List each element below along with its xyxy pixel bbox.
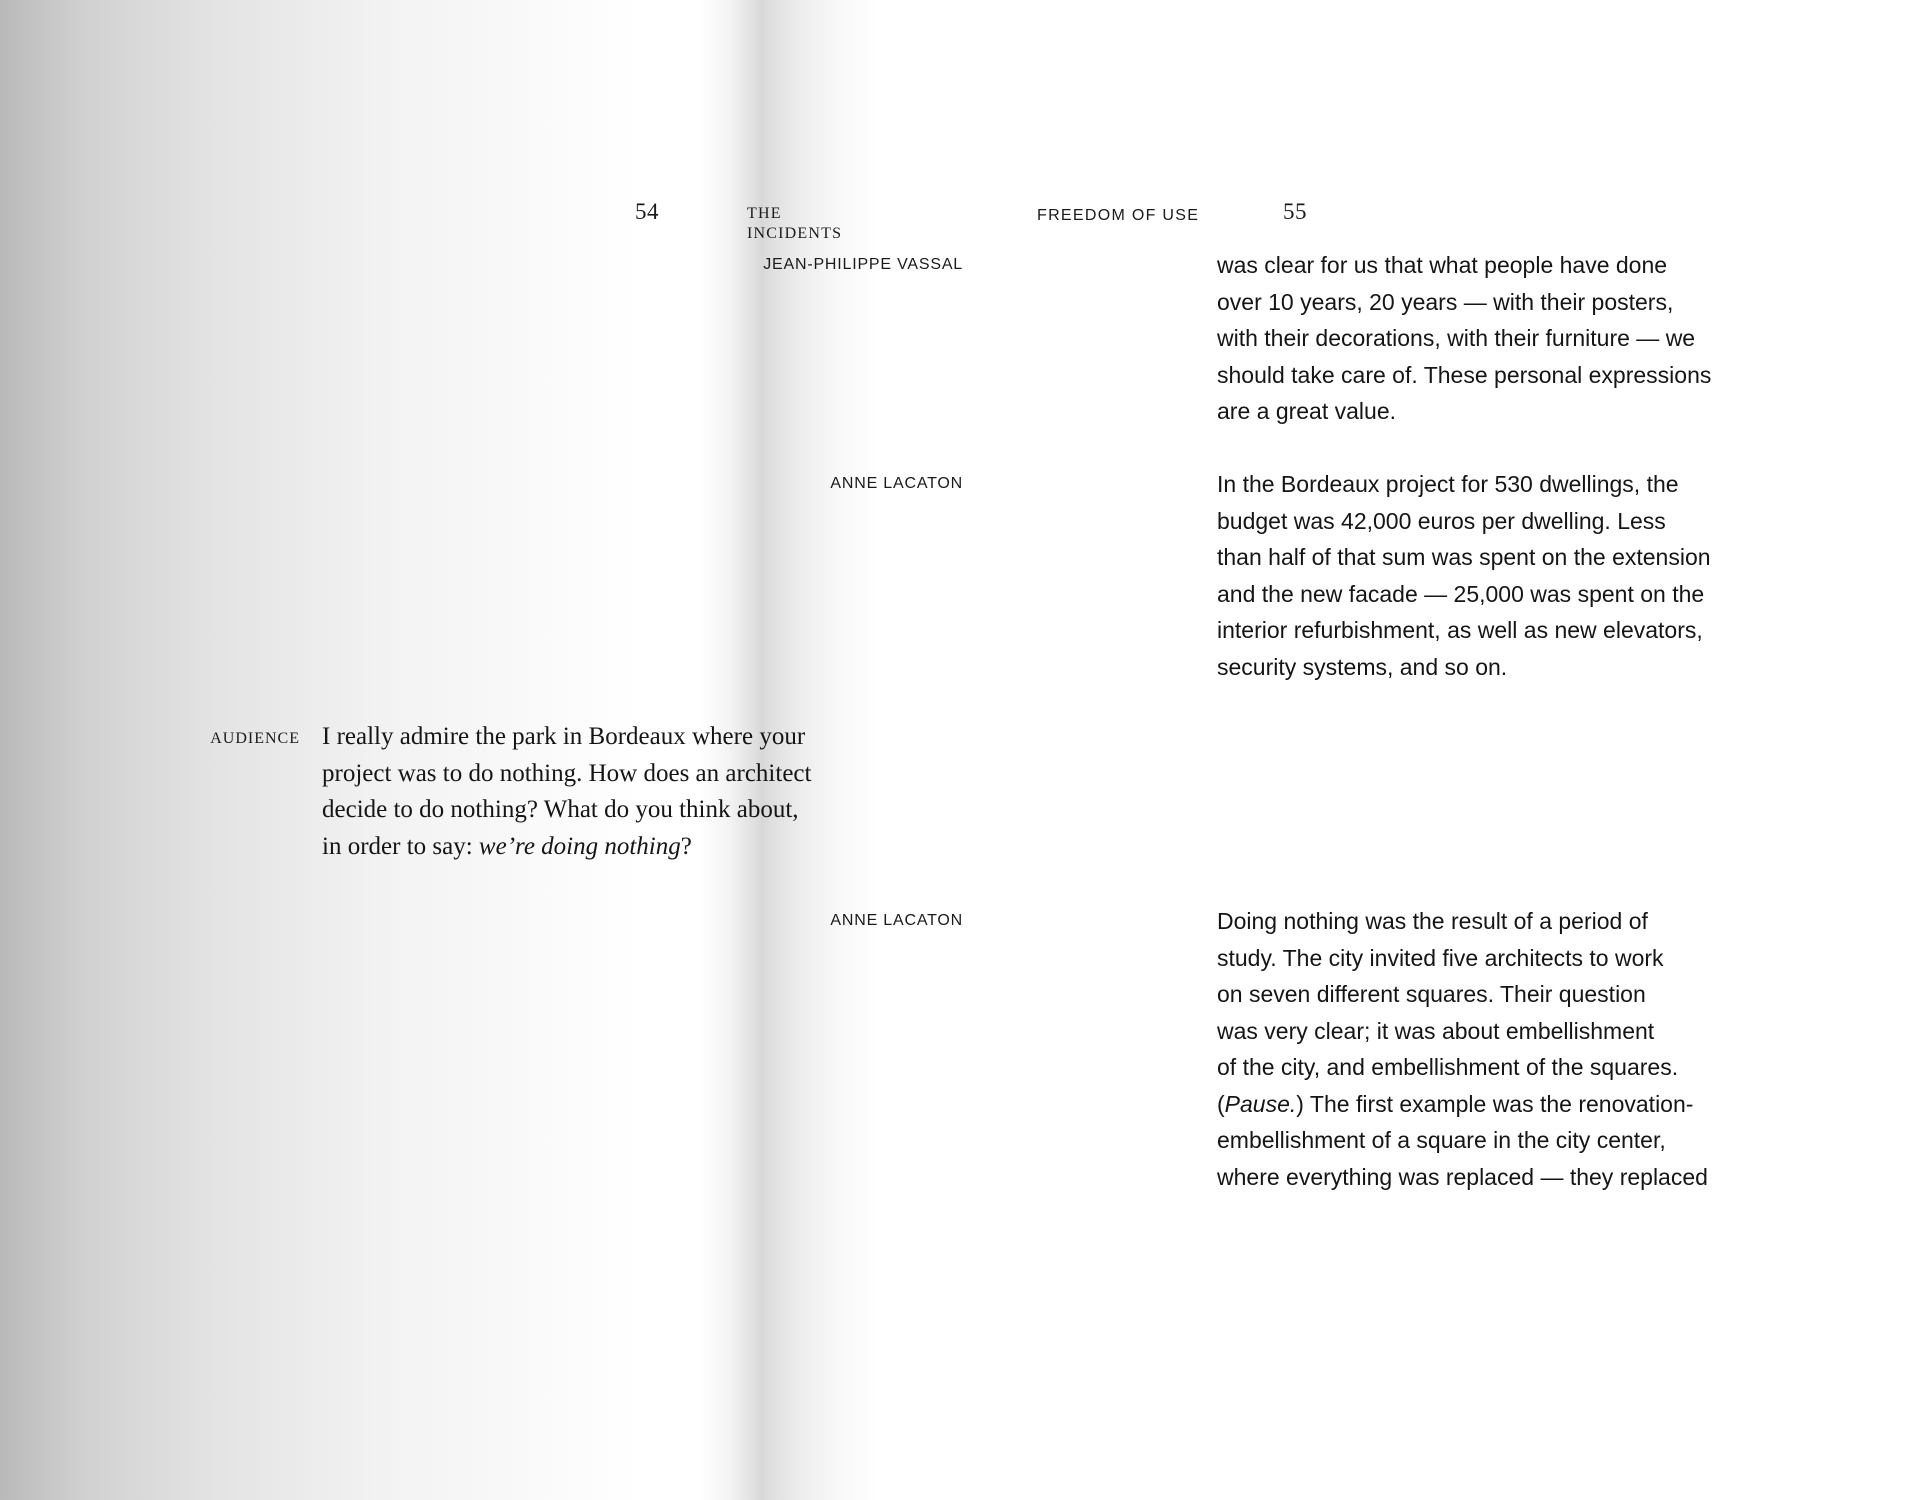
italic-phrase: we’re doing nothing (478, 832, 681, 860)
right-page-number: 55 (1283, 199, 1307, 224)
text-line: was clear for us that what people have done (1217, 252, 1668, 278)
text-line: interior refurbishment, as well as new elevators, (1217, 617, 1703, 643)
italic-stage-direction: Pause. (1224, 1090, 1297, 1117)
text-fragment: in order to say: (322, 832, 479, 860)
right-running-head: FREEDOM OF USE (1037, 207, 1200, 224)
text-line: budget was 42,000 euros per dwelling. Less (1217, 507, 1666, 534)
speaker-label-vassal: JEAN-PHILIPPE VASSAL (763, 256, 963, 273)
audience-question (322, 719, 811, 865)
text-line: are a great value. (1217, 398, 1397, 424)
text-line (322, 829, 811, 866)
left-running-head: THE INCIDENTS (747, 205, 843, 242)
lacaton-statement-budget (1217, 466, 1711, 685)
text-line: In the Bordeaux project for 530 dwellings, the (1217, 471, 1679, 497)
vassal-statement (1217, 247, 1711, 430)
text-line: on seven different squares. Their question (1217, 981, 1646, 1007)
left-page (0, 0, 843, 1500)
speaker-label-lacaton: ANNE LACATON (830, 912, 963, 929)
text-line: embellishment of a square in the city center, (1217, 1127, 1666, 1153)
text-line: with their decorations, with their furniture — we (1217, 325, 1696, 351)
speaker-label-lacaton: ANNE LACATON (830, 475, 963, 492)
text-line: of the city, and embellishment of the squares. (1217, 1054, 1679, 1080)
text-line: Doing nothing was the result of a period of (1217, 908, 1648, 934)
lacaton-statement-doing-nothing (1217, 903, 1708, 1195)
text-line: project was to do nothing. How does an architect (322, 759, 812, 787)
text-fragment: ) The first example was the renovation- (1296, 1090, 1694, 1117)
text-line: study. The city invited five architects to work (1217, 944, 1664, 971)
text-fragment: ? (680, 832, 692, 860)
text-line: was very clear; it was about embellishment (1217, 1017, 1655, 1044)
text-line: should take care of. These personal expressions (1217, 361, 1712, 388)
speaker-label-audience: AUDIENCE (210, 730, 300, 747)
text-line: where everything was replaced — they replaced (1217, 1163, 1708, 1190)
right-page (760, 0, 1928, 1500)
text-line: than half of that sum was spent on the extension (1217, 544, 1711, 570)
text-line: security systems, and so on. (1217, 653, 1508, 680)
text-line: and the new facade — 25,000 was spent on the (1217, 580, 1705, 607)
text-fragment: ( (1217, 1090, 1225, 1117)
left-page-number: 54 (635, 199, 659, 224)
text-line: I really admire the park in Bordeaux where your (322, 723, 806, 750)
text-line: decide to do nothing? What do you think about, (322, 796, 799, 823)
text-line (1217, 1086, 1708, 1123)
text-line: over 10 years, 20 years — with their posters, (1217, 288, 1674, 315)
